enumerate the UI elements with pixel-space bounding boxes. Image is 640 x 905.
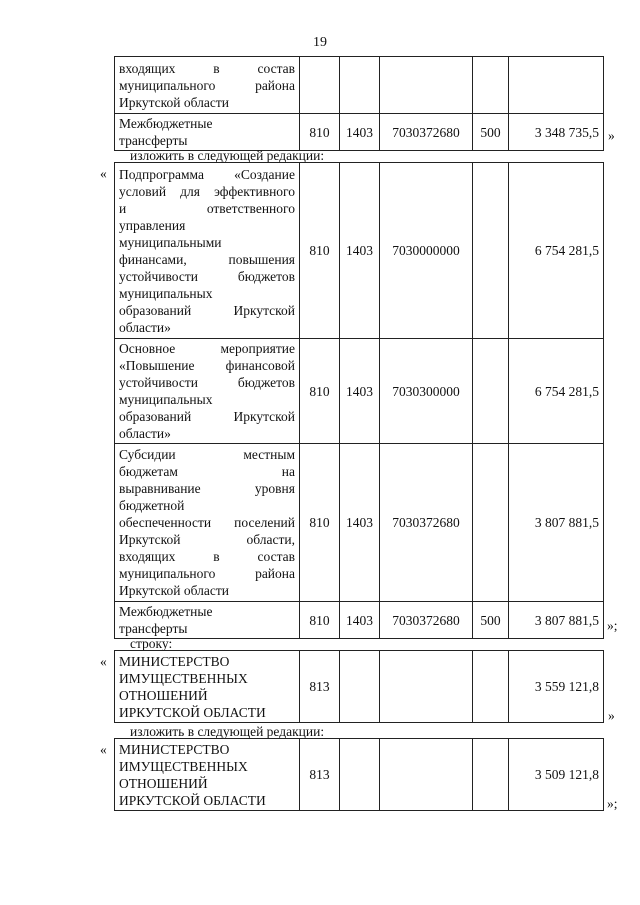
row-name-line: ИРКУТСКОЙ ОБЛАСТИ: [119, 792, 266, 808]
row-name-cell: [115, 163, 300, 339]
row-name-cell: [115, 739, 300, 811]
budget-table-4: [114, 738, 604, 811]
open-quote-mark: «: [100, 166, 107, 181]
page-number: 19: [313, 35, 327, 50]
row-name-cell: [115, 339, 300, 444]
rz-cell: [340, 651, 380, 723]
row-name-line: «Повышение финансовой: [119, 358, 295, 373]
budget-table-1: [114, 56, 604, 151]
sum-cell: 3 807 881,5: [509, 602, 604, 639]
gr-cell: 810: [300, 339, 340, 444]
close-quote-mark: »: [608, 128, 615, 143]
row-name-line: МИНИСТЕРСТВО: [119, 653, 230, 669]
gr-cell: 813: [300, 651, 340, 723]
row-name-line: Межбюджетные: [119, 604, 213, 619]
table-row: [115, 114, 604, 151]
row-name-line: Межбюджетные: [119, 116, 213, 131]
table-row: [115, 651, 604, 723]
budget-table-3: [114, 650, 604, 723]
row-name-line: образований Иркутской: [119, 409, 295, 424]
row-name-line: ОТНОШЕНИЙ: [119, 775, 208, 791]
sum-cell: 6 754 281,5: [509, 163, 604, 339]
sum-cell: 3 559 121,8: [509, 651, 604, 723]
row-name-line: входящих в состав: [119, 60, 295, 76]
row-name-line: Иркутской области: [119, 94, 230, 110]
row-name-cell: [115, 114, 300, 151]
rz-cell: 1403: [340, 444, 380, 602]
csr-cell: 7030372680: [380, 444, 473, 602]
row-name-cell: [115, 602, 300, 639]
table-row: [115, 602, 604, 639]
rz-cell: 1403: [340, 163, 380, 339]
row-name-line: устойчивости бюджетов: [119, 268, 295, 284]
row-name-line: области»: [119, 319, 171, 335]
budget-table-2: [114, 162, 604, 639]
rz-cell: 1403: [340, 602, 380, 639]
sum-cell: 3 509 121,8: [509, 739, 604, 811]
vr-cell: [473, 739, 509, 811]
gr-cell: 813: [300, 739, 340, 811]
row-name-line: ИРКУТСКОЙ ОБЛАСТИ: [119, 704, 266, 720]
row-name-line: Иркутской области: [119, 583, 230, 598]
table-row: [115, 163, 604, 339]
csr-cell: 7030372680: [380, 114, 473, 151]
open-quote-mark: «: [100, 742, 107, 757]
close-quote-mark: »;: [607, 618, 618, 633]
row-name-line: МИНИСТЕРСТВО: [119, 741, 230, 757]
row-name-line: муниципальных: [119, 392, 213, 407]
row-name-line: трансферты: [119, 133, 188, 148]
open-quote-mark: «: [100, 654, 107, 669]
row-name-line: муниципальными: [119, 234, 222, 250]
csr-cell: [380, 57, 473, 114]
csr-cell: [380, 739, 473, 811]
row-name-cell: [115, 57, 300, 114]
row-name-line: Подпрограмма «Создание: [119, 166, 295, 182]
row-name-line: Основное мероприятие: [119, 341, 295, 356]
row-name-line: бюджетной: [119, 498, 185, 513]
row-name-line: выравнивание уровня: [119, 481, 295, 496]
csr-cell: [380, 651, 473, 723]
vr-cell: 500: [473, 602, 509, 639]
row-name-line: образований Иркутской: [119, 302, 295, 318]
rz-cell: 1403: [340, 339, 380, 444]
row-name-line: условий для эффективного: [119, 183, 295, 199]
sum-cell: [509, 57, 604, 114]
vr-cell: 500: [473, 114, 509, 151]
table-row: [115, 57, 604, 114]
row-name-line: муниципального района: [119, 566, 295, 581]
row-name-line: устойчивости бюджетов: [119, 375, 295, 390]
rz-cell: [340, 739, 380, 811]
row-name-cell: [115, 444, 300, 602]
gr-cell: 810: [300, 163, 340, 339]
close-quote-mark: »;: [607, 796, 618, 811]
row-name-line: области»: [119, 426, 171, 441]
row-name-line: Иркутской области,: [119, 532, 295, 547]
sum-cell: 6 754 281,5: [509, 339, 604, 444]
csr-cell: 7030000000: [380, 163, 473, 339]
row-name-line: управления: [119, 217, 186, 233]
row-name-line: муниципального района: [119, 77, 295, 93]
row-name-line: входящих в состав: [119, 549, 295, 564]
csr-cell: 7030372680: [380, 602, 473, 639]
gr-cell: [300, 57, 340, 114]
gr-cell: 810: [300, 602, 340, 639]
rz-cell: 1403: [340, 114, 380, 151]
close-quote-mark: »: [608, 708, 615, 723]
row-name-cell: [115, 651, 300, 723]
table-row: [115, 339, 604, 444]
table-row: [115, 739, 604, 811]
gr-cell: 810: [300, 444, 340, 602]
gr-cell: 810: [300, 114, 340, 151]
rz-cell: [340, 57, 380, 114]
row-name-line: муниципальных: [119, 285, 213, 301]
sum-cell: 3 348 735,5: [509, 114, 604, 151]
sum-cell: 3 807 881,5: [509, 444, 604, 602]
row-name-line: Субсидии местным: [119, 447, 295, 462]
row-name-line: бюджетам на: [119, 464, 295, 479]
table-row: [115, 444, 604, 602]
row-name-line: ИМУЩЕСТВЕННЫХ: [119, 670, 248, 686]
vr-cell: [473, 444, 509, 602]
csr-cell: 7030300000: [380, 339, 473, 444]
row-name-line: финансами, повышения: [119, 251, 295, 267]
edit-instruction: изложить в следующей редакции:: [130, 724, 325, 739]
vr-cell: [473, 339, 509, 444]
row-name-line: и ответственного: [119, 200, 295, 216]
row-name-line: ИМУЩЕСТВЕННЫХ: [119, 758, 248, 774]
row-name-line: трансферты: [119, 621, 188, 636]
vr-cell: [473, 57, 509, 114]
vr-cell: [473, 651, 509, 723]
vr-cell: [473, 163, 509, 339]
row-name-line: ОТНОШЕНИЙ: [119, 687, 208, 703]
row-name-line: обеспеченности поселений: [119, 515, 295, 530]
edit-instruction: изложить в следующей редакции:: [130, 148, 325, 163]
edit-instruction: строку:: [130, 636, 173, 651]
